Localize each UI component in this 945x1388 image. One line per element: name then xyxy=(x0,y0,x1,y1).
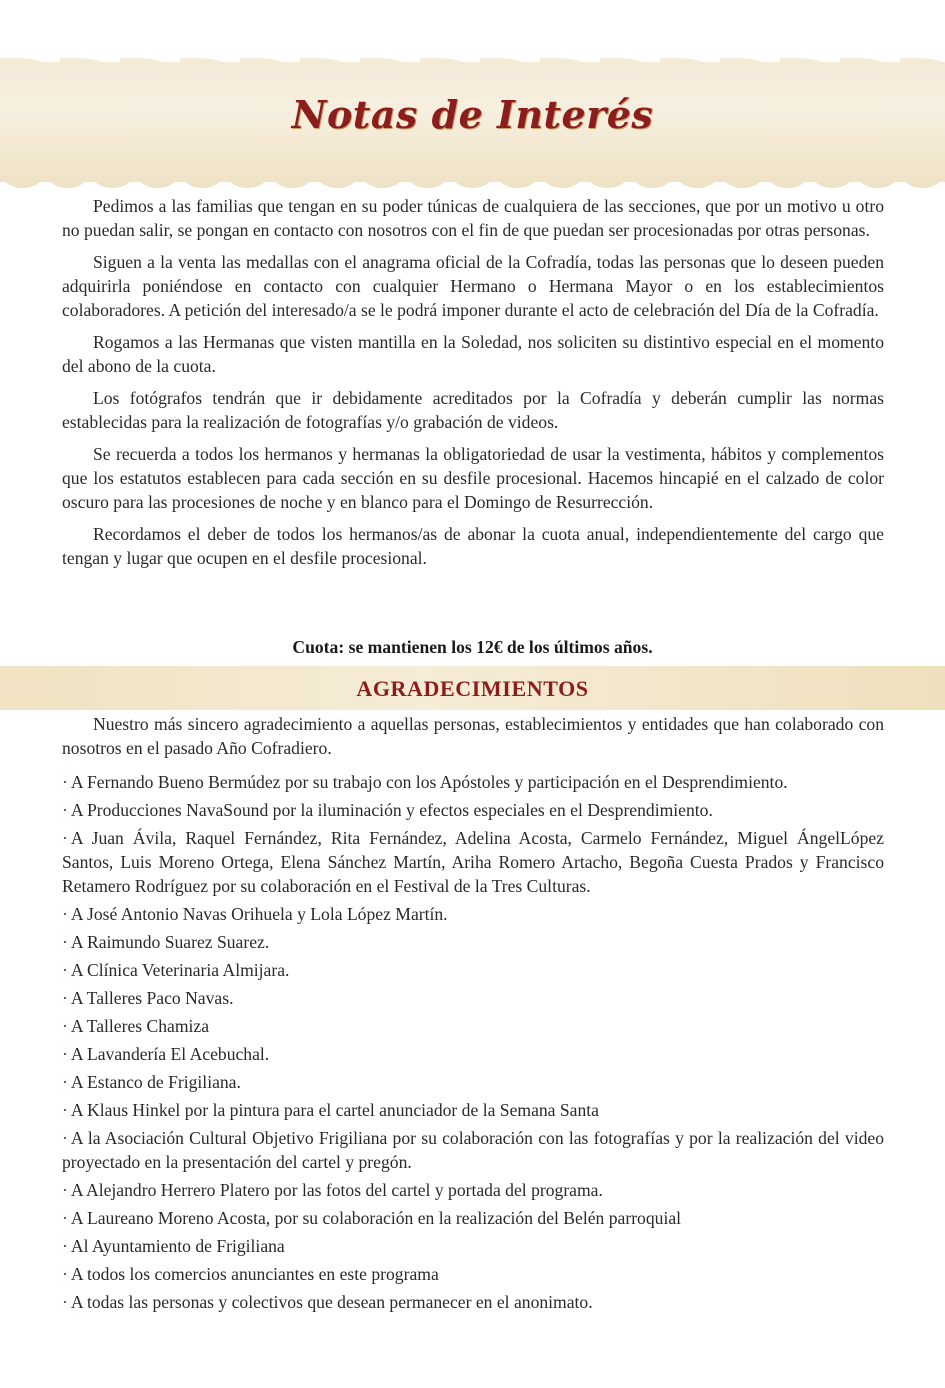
bullet-icon: · xyxy=(62,1292,68,1312)
bullet-icon: · xyxy=(62,1208,68,1228)
list-item-text: A Clínica Veterinaria Almijara. xyxy=(70,960,290,980)
list-item xyxy=(62,798,884,822)
list-item-text: A Talleres Chamiza xyxy=(70,1016,210,1036)
notes-section xyxy=(62,194,884,578)
list-item-text: A Estanco de Frigiliana. xyxy=(70,1072,241,1092)
agradecimientos-list xyxy=(62,770,884,1318)
note-paragraph: Rogamos a las Hermanas que visten mantilla en la Soledad, nos soliciten su distintivo especial en el momento del abono de la cuota. xyxy=(62,332,884,376)
bullet-icon: · xyxy=(62,960,68,980)
bullet-icon: · xyxy=(62,828,68,848)
list-item-text: A Klaus Hinkel por la pintura para el cartel anunciador de la Semana Santa xyxy=(70,1100,599,1120)
list-item-text: Al Ayuntamiento de Frigiliana xyxy=(70,1236,285,1256)
list-item xyxy=(62,826,884,898)
list-item-text: A Laureano Moreno Acosta, por su colaboración en la realización del Belén parroquial xyxy=(70,1208,682,1228)
bullet-icon: · xyxy=(62,904,68,924)
bullet-icon: · xyxy=(62,1044,68,1064)
bullet-icon: · xyxy=(62,1072,68,1092)
list-item-text: A todos los comercios anunciantes en este programa xyxy=(70,1264,439,1284)
list-item-text: A Fernando Bueno Bermúdez por su trabajo con los Apóstoles y participación en el Desprendimiento. xyxy=(70,772,788,792)
note-paragraph: Se recuerda a todos los hermanos y hermanas la obligatoriedad de usar la vestimenta, hábitos y complementos que los estatutos establecen para cada sección en su desfile procesional. Hacemos hincapié en el calzado de color oscuro para las procesiones de noche y en blanco para el Domingo de Resurrección. xyxy=(62,444,884,512)
list-item xyxy=(62,1126,884,1174)
agradecimientos-intro: Nuestro más sincero agradecimiento a aquellas personas, establecimientos y entidades que han colaborado con nosotros en el pasado Año Cofradiero. xyxy=(62,714,884,758)
list-item-text: A Raimundo Suarez Suarez. xyxy=(70,932,270,952)
bullet-icon: · xyxy=(62,800,68,820)
list-item xyxy=(62,1098,884,1122)
bullet-icon: · xyxy=(62,932,68,952)
bullet-icon: · xyxy=(62,772,68,792)
note-paragraph: Los fotógrafos tendrán que ir debidamente acreditados por la Cofradía y deberán cumplir las normas establecidas para la realización de fotografías y/o grabación de videos. xyxy=(62,388,884,432)
list-item xyxy=(62,1290,884,1314)
list-item xyxy=(62,930,884,954)
list-item xyxy=(62,902,884,926)
list-item xyxy=(62,1042,884,1066)
note-paragraph: Recordamos el deber de todos los hermanos/as de abonar la cuota anual, independientemente del cargo que tengan y lugar que ocupen en el desfile procesional. xyxy=(62,524,884,568)
list-item-text: A Producciones NavaSound por la iluminación y efectos especiales en el Desprendimiento. xyxy=(70,800,713,820)
bullet-icon: · xyxy=(62,1236,68,1256)
note-paragraph: Pedimos a las familias que tengan en su poder túnicas de cualquiera de las secciones, que por un motivo u otro no puedan salir, se pongan en contacto con nosotros con el fin de que puedan ser procesionadas por otras personas. xyxy=(62,196,884,240)
list-item xyxy=(62,1070,884,1094)
list-item-text: A Juan Ávila, Raquel Fernández, Rita Fernández, Adelina Acosta, Carmelo Fernández, Miguel ÁngelLópez Santos, Luis Moreno Ortega, Elena Sánchez Martín, Ariha Romero Artacho, Begoña Cuesta Prados y Francisco Retamero Rodríguez por su colaboración en el Festival de la Tres Culturas. xyxy=(62,828,884,896)
list-item-text: A José Antonio Navas Orihuela y Lola López Martín. xyxy=(70,904,448,924)
bullet-icon: · xyxy=(62,1100,68,1120)
list-item xyxy=(62,958,884,982)
cuota-note: Cuota: se mantienen los 12€ de los últimos años. xyxy=(292,637,653,657)
list-item xyxy=(62,770,884,794)
list-item-text: A todas las personas y colectivos que desean permanecer en el anonimato. xyxy=(70,1292,593,1312)
list-item xyxy=(62,986,884,1010)
list-item xyxy=(62,1234,884,1258)
page-title: Notas de Interés xyxy=(291,92,654,137)
list-item-text: A Talleres Paco Navas. xyxy=(70,988,234,1008)
list-item xyxy=(62,1014,884,1038)
bullet-icon: · xyxy=(62,1264,68,1284)
bullet-icon: · xyxy=(62,1180,68,1200)
bullet-icon: · xyxy=(62,1016,68,1036)
bullet-icon: · xyxy=(62,1128,68,1148)
note-paragraph: Siguen a la venta las medallas con el anagrama oficial de la Cofradía, todas las personas que lo deseen pueden adquirirla poniéndose en contacto con cualquier Hermano o Hermana Mayor o en los establecimientos colaboradores. A petición del interesado/a se le podrá imponer durante el acto de celebración del Día de la Cofradía. xyxy=(62,252,884,320)
bullet-icon: · xyxy=(62,988,68,1008)
list-item-text: A la Asociación Cultural Objetivo Frigiliana por su colaboración con las fotografías y por la realización del video proyectado en la presentación del cartel y pregón. xyxy=(62,1128,884,1172)
list-item xyxy=(62,1206,884,1230)
list-item-text: A Alejandro Herrero Platero por las fotos del cartel y portada del programa. xyxy=(70,1180,603,1200)
list-item-text: A Lavandería El Acebuchal. xyxy=(70,1044,270,1064)
list-item xyxy=(62,1262,884,1286)
agradecimientos-title: AGRADECIMIENTOS xyxy=(356,676,589,701)
list-item xyxy=(62,1178,884,1202)
